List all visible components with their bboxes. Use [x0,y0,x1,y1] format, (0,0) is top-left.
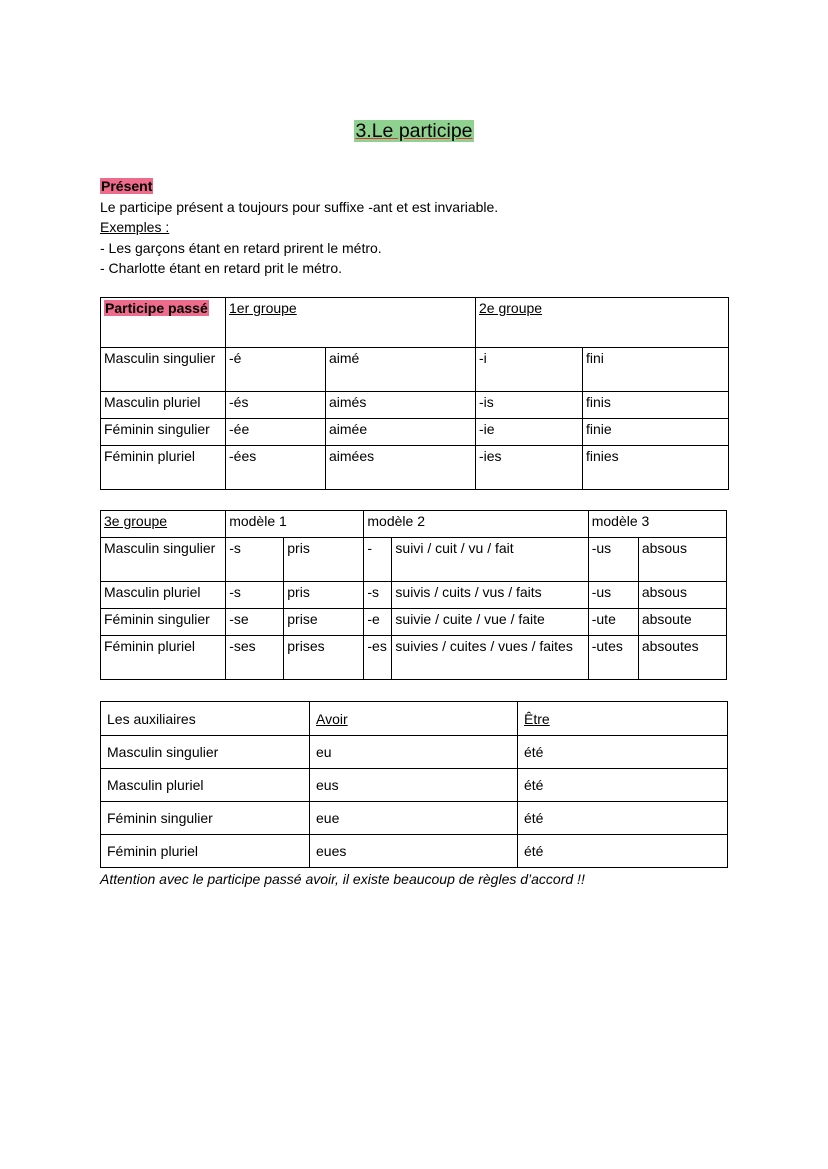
auxiliaries-heading: Les auxiliaires [101,702,310,736]
present-heading: Présent [101,178,153,194]
table-row [101,446,729,490]
row-label: Masculin pluriel [101,582,226,609]
table-row [101,419,729,446]
page-title-text: 3.Le participe [355,120,473,142]
table-row [101,835,728,868]
table-header-row [101,702,728,736]
table-cell: suivis / cuits / vus / faits [392,582,588,609]
table-cell: suivies / cuites / vues / faites [392,636,588,680]
table-cell: -us [588,538,638,582]
table-cell: -ie [476,419,583,446]
table-header-row [101,298,729,348]
row-label: Féminin pluriel [101,835,310,868]
table-cell: eu [310,736,518,769]
row-label: Féminin singulier [101,419,226,446]
table-cell: aimées [326,446,476,490]
table-cell: -is [476,392,583,419]
table-cell: suivi / cuit / vu / fait [392,538,588,582]
table-cell: -es [364,636,392,680]
third-group-table [100,510,727,680]
table-cell: finie [583,419,729,446]
group2-heading: 2e groupe [479,300,543,316]
row-label: Féminin pluriel [101,636,226,680]
row-label: Masculin pluriel [101,392,226,419]
table-cell: absoutes [638,636,726,680]
table-row [101,582,727,609]
table-row [101,392,729,419]
table-cell: -ies [476,446,583,490]
table-cell: -s [364,582,392,609]
table-cell: -e [364,609,392,636]
table-cell: pris [284,582,364,609]
row-label: Féminin pluriel [101,446,226,490]
table-cell: aimés [326,392,476,419]
table-cell: suivie / cuite / vue / faite [392,609,588,636]
present-rule: Le participe présent a toujours pour suffixe -ant et est invariable. [100,198,499,215]
table-cell: absous [638,582,726,609]
group1-heading: 1er groupe [229,300,297,316]
table-cell: - [364,538,392,582]
auxiliaries-table [100,701,728,868]
table-row [101,736,728,769]
table-row [101,609,727,636]
page-title [0,120,828,143]
present-section [100,176,740,279]
example-line: - Charlotte étant en retard prit le métro. [100,260,342,276]
table-cell: -ées [226,446,326,490]
table-cell: -és [226,392,326,419]
etre-heading: Être [524,710,550,727]
table-cell: -utes [588,636,638,680]
table-cell: fini [583,348,729,392]
table-cell: -ute [588,609,638,636]
row-label: Féminin singulier [101,609,226,636]
table-cell: -s [226,538,284,582]
footnote: Attention avec le participe passé avoir, il existe beaucoup de règles d’accord !! [100,871,585,887]
table-cell: pris [284,538,364,582]
model1-heading: modèle 1 [226,511,364,538]
example-line: - Les garçons étant en retard prirent le métro. [100,239,382,256]
participe-passe-heading: Participe passé [105,300,208,316]
table-row [101,636,727,680]
avoir-heading: Avoir [316,710,348,727]
row-label: Masculin pluriel [101,769,310,802]
table-cell: été [518,769,728,802]
table-cell: été [518,736,728,769]
table-cell: finis [583,392,729,419]
table-cell: -é [226,348,326,392]
table-cell: -us [588,582,638,609]
table-cell: finies [583,446,729,490]
table-row [101,348,729,392]
row-label: Masculin singulier [101,348,226,392]
row-label: Masculin singulier [101,736,310,769]
table-row [101,538,727,582]
table-cell: -i [476,348,583,392]
table-row [101,802,728,835]
past-participle-table [100,297,729,490]
table-cell: absous [638,538,726,582]
table-cell: aimée [326,419,476,446]
table-cell: été [518,835,728,868]
table-row [101,769,728,802]
table-cell: aimé [326,348,476,392]
table-cell: eus [310,769,518,802]
table-header-row [101,511,727,538]
table-cell: été [518,802,728,835]
examples-label: Exemples : [100,219,170,235]
row-label: Masculin singulier [101,538,226,582]
table-cell: -se [226,609,284,636]
model3-heading: modèle 3 [588,511,726,538]
table-cell: -ée [226,419,326,446]
table-cell: -ses [226,636,284,680]
group3-heading: 3e groupe [104,513,168,529]
table-cell: absoute [638,609,726,636]
table-cell: prise [284,609,364,636]
table-cell: prises [284,636,364,680]
table-cell: -s [226,582,284,609]
table-cell: eues [310,835,518,868]
table-cell: eue [310,802,518,835]
model2-heading: modèle 2 [364,511,588,538]
row-label: Féminin singulier [101,802,310,835]
